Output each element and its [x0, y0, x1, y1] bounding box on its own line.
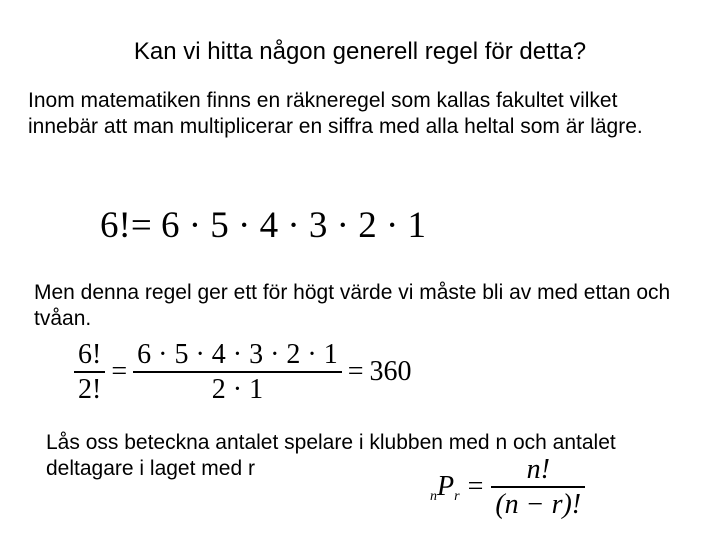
fraction-middle — [133, 340, 342, 405]
permutation-formula — [430, 455, 585, 520]
formula-pre-subscript: n — [430, 489, 437, 505]
fraction-bar — [133, 371, 342, 373]
formula-numerator: n! — [526, 454, 550, 485]
equals-sign: = — [347, 356, 364, 388]
equals-sign: = — [111, 356, 128, 388]
formula-denominator: (n − r)! — [495, 489, 582, 521]
definition-paragraph: Lås oss beteckna antalet spelare i klubben med n och antalet deltagare i laget med r — [46, 431, 616, 480]
fraction-left-denominator: 2! — [78, 374, 102, 406]
formula-symbol: P — [437, 471, 455, 503]
equals-sign: = — [467, 471, 484, 503]
fraction-left — [74, 340, 105, 405]
fraction-left-numerator: 6! — [78, 339, 102, 370]
formula-fraction — [491, 455, 585, 520]
fraction-result: 360 — [369, 356, 412, 388]
formula-post-subscript: r — [454, 489, 460, 505]
fraction-bar — [74, 371, 105, 373]
factorial-equation: 6!= 6 · 5 · 4 · 3 · 2 · 1 — [100, 205, 427, 246]
note-paragraph: Men denna regel ger ett för högt värde vi måste bli av med ettan och tvåan. — [34, 281, 671, 330]
fraction-middle-denominator: 2 · 1 — [211, 374, 264, 406]
fraction-equation — [74, 340, 412, 405]
slide-title: Kan vi hitta någon generell regel för detta? — [133, 38, 587, 65]
intro-paragraph: Inom matematiken finns en räkneregel som kallas fakultet vilket innebär att man multiplicerar en siffra med alla heltal som är lägre. — [28, 89, 643, 138]
fraction-bar — [491, 486, 585, 488]
fraction-middle-numerator: 6 · 5 · 4 · 3 · 2 · 1 — [137, 339, 338, 370]
